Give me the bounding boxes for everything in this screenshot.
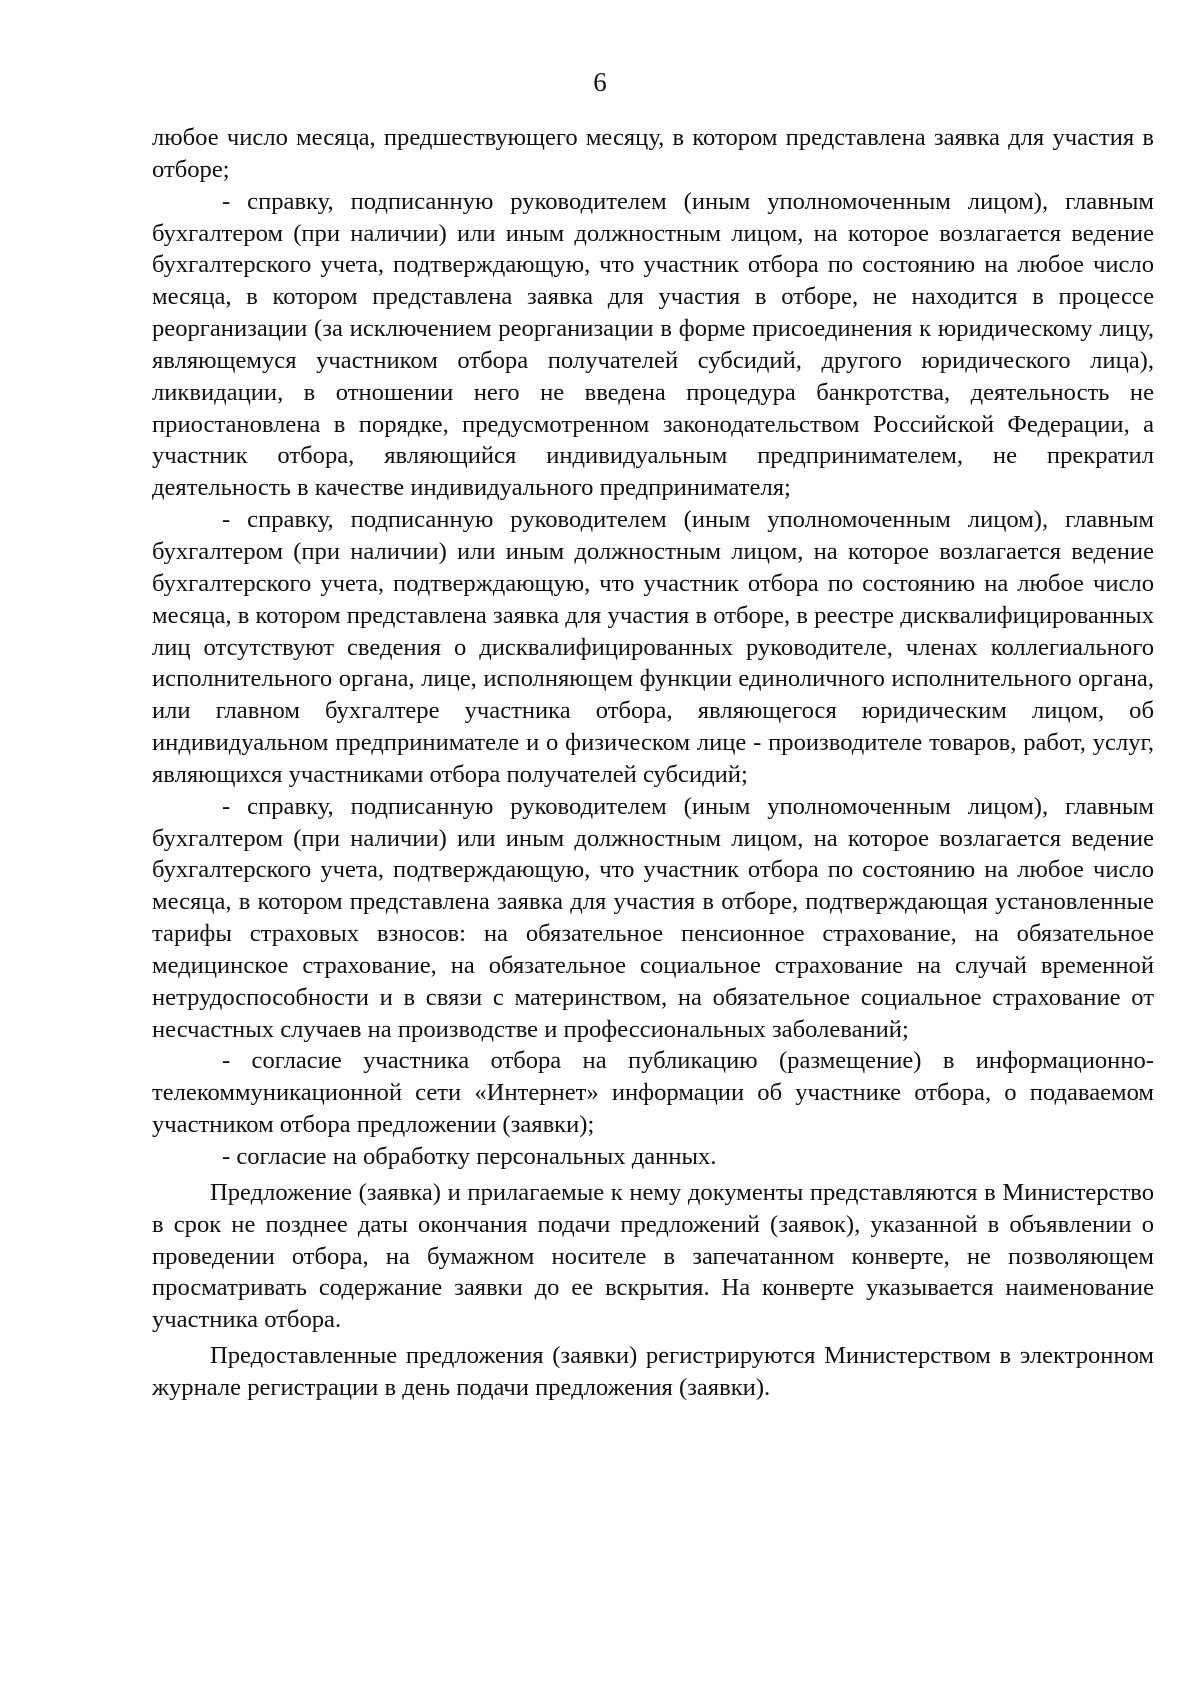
paragraph-registration: Предоставленные предложения (заявки) регистрируются Министерством в электронном журнале регистрации в день подачи предложения (заявки). xyxy=(152,1342,1154,1401)
paragraph-continuation: любое число месяца, предшествующего месяцу, в котором представлена заявка для участия в отборе; xyxy=(152,124,1154,183)
page-number: 6 xyxy=(593,67,607,97)
document-body xyxy=(152,122,1154,1404)
list-item-reorganization-certificate: - справку, подписанную руководителем (иным уполномоченным лицом), главным бухгалтером (при наличии) или иным должностным лицом, на которое возлагается ведение бухгалтерского учета, подтверждающую, что участник отбора по состоянию на любое число месяца, в котором представлена заявка для участия в отборе, не находится в процессе реорганизации (за исключением реорганизации в форме присоединения к юридическому лицу, являющемуся участником отбора получателей субсидий, другого юридического лица), ликвидации, в отношении него не введена процедура банкротства, деятельность не приостановлена в порядке, предусмотренном законодательством Российской Федерации, а участник отбора, являющийся индивидуальным предпринимателем, не прекратил деятельность в качестве индивидуального предпринимателя; xyxy=(152,187,1154,502)
list-item-publication-consent: - согласие участника отбора на публикацию (размещение) в информационно-телекоммуникационной сети «Интернет» информации об участнике отбора, о подаваемом участником отбора предложении (заявки); xyxy=(152,1047,1154,1139)
paragraph-submission-procedure: Предложение (заявка) и прилагаемые к нему документы представляются в Министерство в срок не позднее даты окончания подачи предложений (заявок), указанной в объявлении о проведении отбора, на бумажном носителе в запечатанном конверте, не позволяющем просматривать содержание заявки до ее вскрытия. На конверте указывается наименование участника отбора. xyxy=(152,1178,1154,1334)
list-item-insurance-rates-certificate: - справку, подписанную руководителем (иным уполномоченным лицом), главным бухгалтером (при наличии) или иным должностным лицом, на которое возлагается ведение бухгалтерского учета, подтверждающую, что участник отбора по состоянию на любое число месяца, в котором представлена заявка для участия в отборе, подтверждающая установленные тарифы страховых взносов: на обязательное пенсионное страхование, на обязательное медицинское страхование, на обязательное социальное страхование на случай временной нетрудоспособности и в связи с материнством, на обязательное социальное страхование от несчастных случаев на производстве и профессиональных заболеваний; xyxy=(152,792,1154,1043)
list-item-disqualification-certificate: - справку, подписанную руководителем (иным уполномоченным лицом), главным бухгалтером (при наличии) или иным должностным лицом, на которое возлагается ведение бухгалтерского учета, подтверждающую, что участник отбора по состоянию на любое число месяца, в котором представлена заявка для участия в отборе, в реестре дисквалифицированных лиц отсутствуют сведения о дисквалифицированных руководителе, членах коллегиального исполнительного органа, лице, исполняющем функции единоличного исполнительного органа, или главном бухгалтере участника отбора, являющегося юридическим лицом, об индивидуальном предпринимателе и о физическом лице - производителе товаров, работ, услуг, являющихся участниками отбора получателей субсидий; xyxy=(152,506,1154,788)
list-item-personal-data-consent: - согласие на обработку персональных данных. xyxy=(222,1143,717,1170)
